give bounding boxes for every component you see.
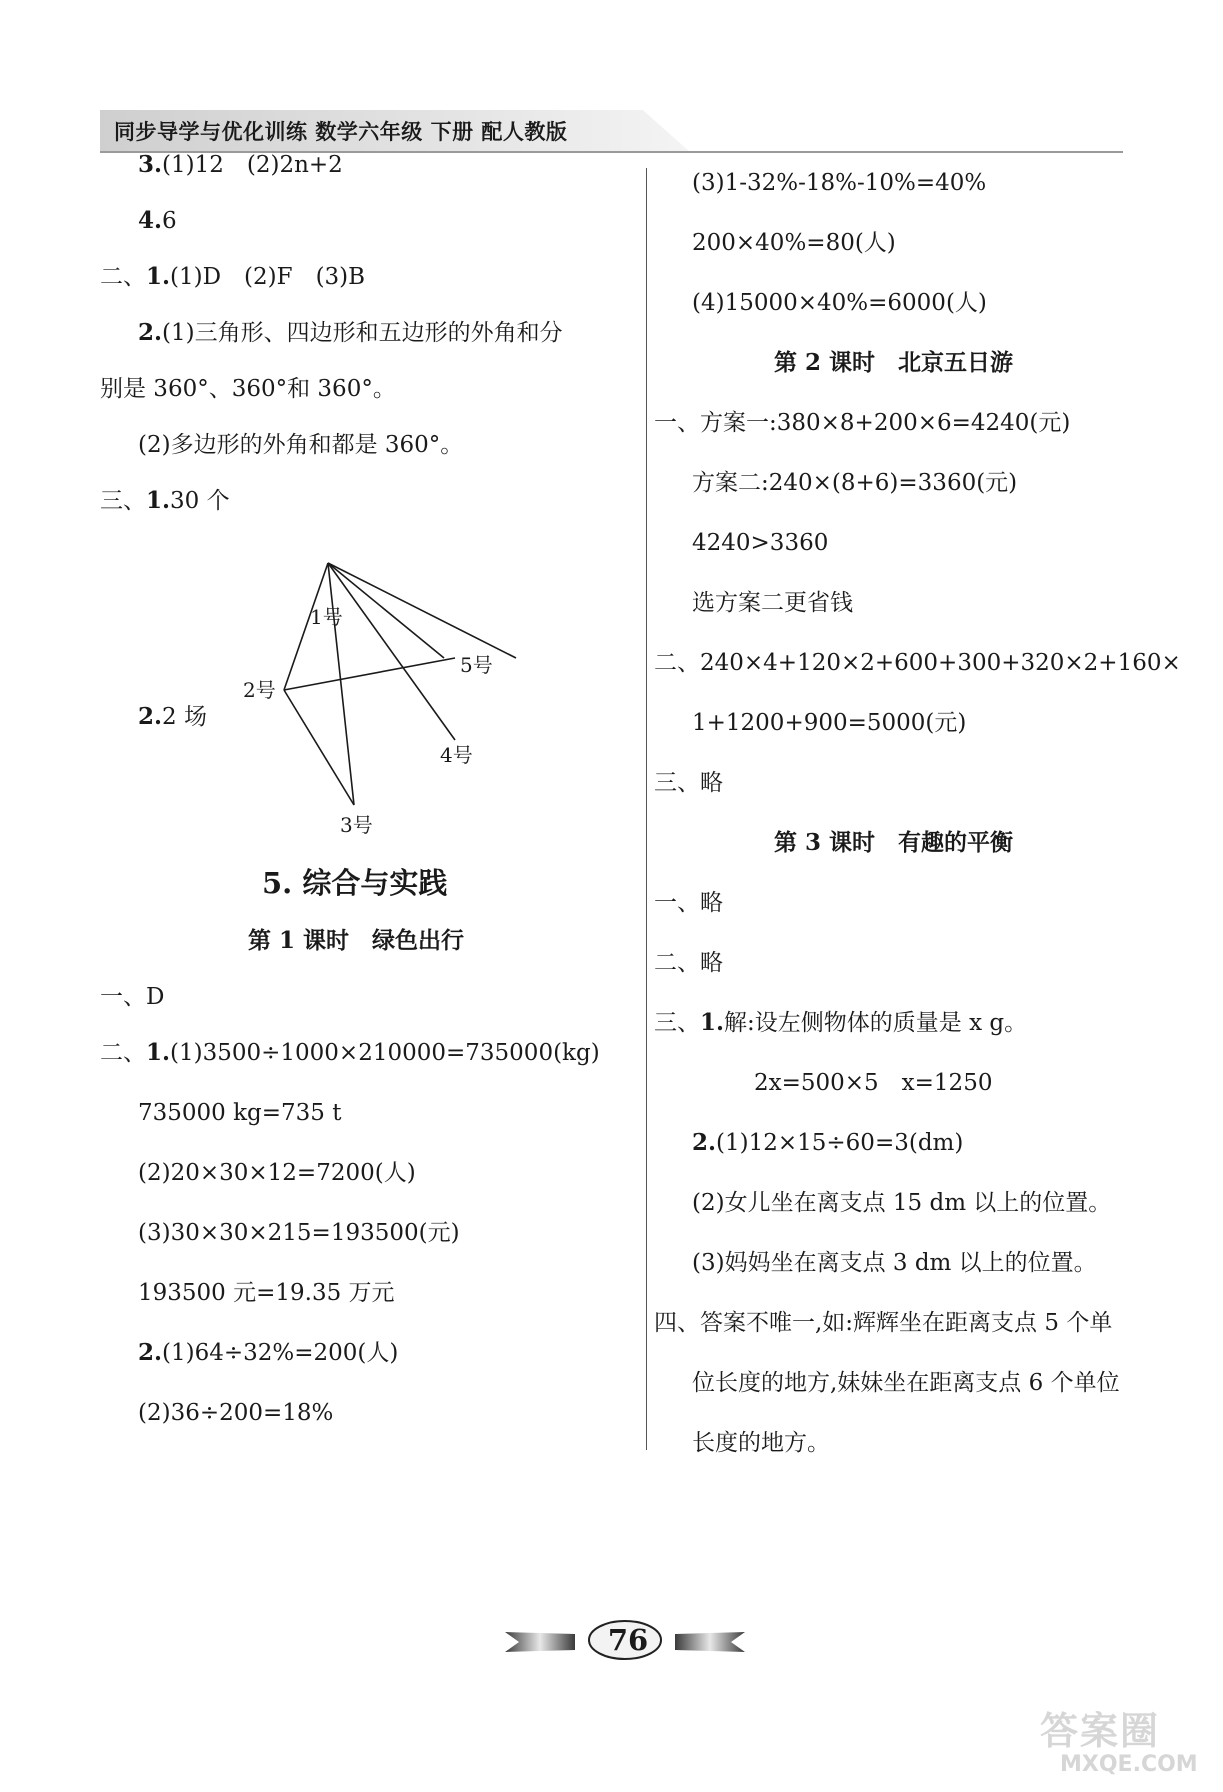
lesson-title: 第 1 课时 绿色出行 bbox=[248, 927, 465, 954]
answer-line: 二、1.(1)3500÷1000×210000=735000(kg) bbox=[100, 1039, 600, 1066]
answer-line: 2.(1)64÷32%=200(人) bbox=[138, 1339, 399, 1366]
answer-line: 二、240×4+120×2+600+300+320×2+160× bbox=[654, 650, 1181, 676]
lesson-title: 第 2 课时 北京五日游 bbox=[774, 349, 1014, 376]
answer-line: 二、1.(1)D (2)F (3)B bbox=[100, 263, 366, 290]
graph-node-label: 2号 bbox=[243, 678, 276, 702]
answer-line: 2x=500×5 x=1250 bbox=[754, 1070, 993, 1096]
graph-edge bbox=[284, 658, 455, 690]
answer-line: 四、答案不唯一,如:辉辉坐在距离支点 5 个单 bbox=[654, 1310, 1113, 1336]
answer-line: 2.(1)三角形、四边形和五边形的外角和分 bbox=[138, 319, 563, 346]
answer-line: 方案二:240×(8+6)=3360(元) bbox=[692, 470, 1018, 496]
graph-node-label: 1号 bbox=[310, 605, 343, 629]
lesson-title: 第 3 课时 有趣的平衡 bbox=[774, 829, 1014, 856]
graph-node-label: 3号 bbox=[340, 813, 373, 837]
answer-line: 三、1.30 个 bbox=[100, 487, 230, 514]
watermark-url: MXQE.COM bbox=[1060, 1752, 1198, 1777]
graph-node-label: 4号 bbox=[440, 743, 473, 767]
answer-line: (3)1-32%-18%-10%=40% bbox=[692, 170, 987, 196]
answer-line: (3)30×30×215=193500(元) bbox=[138, 1220, 460, 1246]
answer-line: 位长度的地方,妹妹坐在距离支点 6 个单位 bbox=[692, 1370, 1120, 1396]
answer-line: 4.6 bbox=[138, 207, 177, 234]
answer-line: 选方案二更省钱 bbox=[692, 590, 853, 616]
answer-line: 193500 元=19.35 万元 bbox=[138, 1280, 395, 1306]
answer-line: 二、略 bbox=[654, 950, 723, 976]
running-header: 同步导学与优化训练 数学六年级 下册 配人教版 bbox=[114, 119, 568, 144]
answer-line: 200×40%=80(人) bbox=[692, 230, 896, 256]
answer-line: 一、略 bbox=[654, 890, 723, 916]
answer-line: 2.(1)12×15÷60=3(dm) bbox=[692, 1129, 964, 1156]
answer-line: 3.(1)12 (2)2n+2 bbox=[138, 151, 343, 178]
graph-node-label: 5号 bbox=[460, 653, 493, 677]
answer-line: 1+1200+900=5000(元) bbox=[692, 710, 967, 736]
answer-line: 735000 kg=735 t bbox=[138, 1100, 342, 1126]
section-title: 5. 综合与实践 bbox=[262, 866, 448, 900]
page-number: 76 bbox=[607, 1623, 649, 1657]
answer-line: 长度的地方。 bbox=[692, 1430, 830, 1456]
answer-line: 一、方案一:380×8+200×6=4240(元) bbox=[654, 410, 1071, 436]
answer-line: (4)15000×40%=6000(人) bbox=[692, 290, 987, 316]
answer-line: 4240>3360 bbox=[692, 530, 829, 556]
answer-line: (2)20×30×12=7200(人) bbox=[138, 1160, 416, 1186]
graph-edge bbox=[328, 563, 516, 658]
answer-line: 一、D bbox=[100, 984, 165, 1010]
answer-line: 2.2 场 bbox=[138, 703, 207, 730]
answer-line: (2)女儿坐在离支点 15 dm 以上的位置。 bbox=[692, 1190, 1112, 1216]
answer-line: 三、1.解:设左侧物体的质量是 x g。 bbox=[654, 1009, 1028, 1036]
answer-line: 三、略 bbox=[654, 770, 723, 796]
watermark-logo: 答案圈 bbox=[1040, 1709, 1161, 1753]
answer-line: (2)多边形的外角和都是 360°。 bbox=[138, 432, 464, 458]
answer-line: (2)36÷200=18% bbox=[138, 1400, 334, 1426]
answer-line: 别是 360°、360°和 360°。 bbox=[100, 376, 396, 402]
answer-line: (3)妈妈坐在离支点 3 dm 以上的位置。 bbox=[692, 1250, 1097, 1276]
